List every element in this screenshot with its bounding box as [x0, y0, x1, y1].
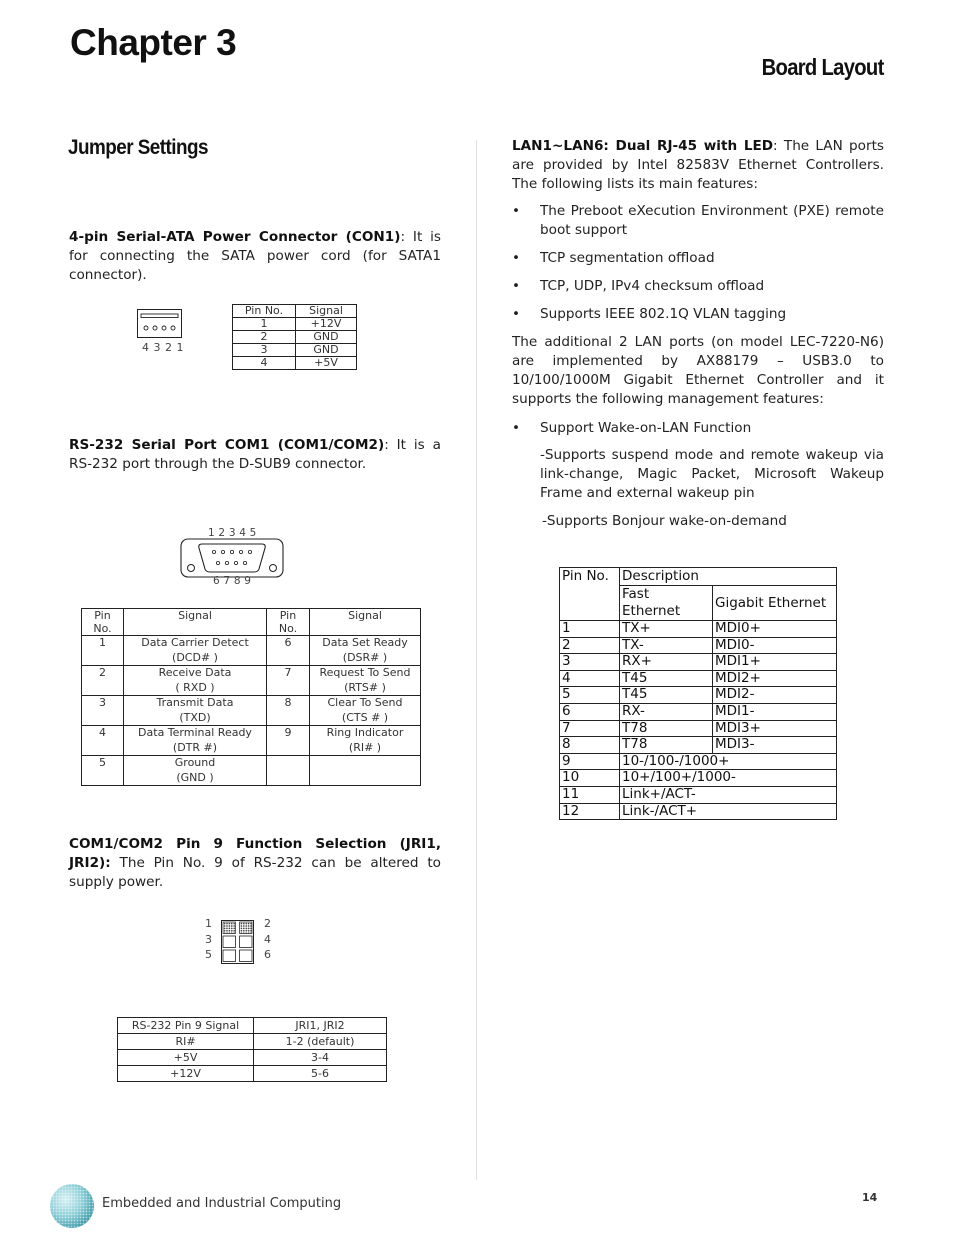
pin-cell: 3	[82, 696, 124, 726]
com-paragraph	[69, 436, 441, 474]
jri-paragraph	[69, 835, 441, 892]
lan-text: : The LAN ports are provided by Intel 82583V Ethernet Controllers. The following lists its main features:	[512, 138, 884, 192]
pin-cell: 3	[233, 344, 296, 357]
lan-pin-table	[559, 567, 837, 820]
table-row	[233, 331, 357, 344]
table-header-row	[560, 568, 837, 586]
table-row	[560, 687, 837, 704]
con1-paragraph	[69, 228, 441, 285]
dsub9-bottom-pin-label: 6 7 8 9	[213, 575, 252, 587]
signal-name: Data Terminal Ready	[138, 726, 252, 739]
com-text: : It is a RS-232 port through the D-SUB9 connector.	[69, 437, 441, 472]
lan-feature-list	[512, 202, 884, 324]
page-title: Board Layout	[761, 54, 884, 80]
dsub9-top-pin-label: 1 2 3 4 5	[208, 527, 257, 539]
signal-cell	[124, 636, 267, 666]
table-row	[560, 737, 837, 754]
signal-cell	[310, 726, 421, 756]
table-row	[82, 636, 421, 666]
pin-cell: 1	[233, 318, 296, 331]
signal-name: Receive Data	[158, 666, 232, 679]
signal-cell: RI#	[118, 1034, 254, 1050]
signal-cell	[310, 666, 421, 696]
feature-text: TCP, UDP, IPv4 checksum offload	[540, 278, 765, 294]
pin-cell: 12	[560, 803, 620, 820]
pin-label: 2	[264, 917, 271, 930]
feature-text: The Preboot eXecution Environment (PXE) remote boot support	[540, 203, 884, 238]
signal-abbr: (GND )	[176, 770, 214, 784]
chapter-title: Chapter 3	[70, 22, 237, 63]
table-header-cell: Pin No.	[233, 305, 296, 318]
pin-cell: 9	[267, 726, 310, 756]
lan-sub-feature-2: -Supports Bonjour wake-on-demand	[542, 513, 787, 529]
fast-ethernet-cell: TX-	[620, 637, 713, 654]
table-row	[118, 1050, 387, 1066]
page-number: 14	[862, 1191, 878, 1204]
pin-cell: 7	[560, 720, 620, 737]
table-row	[118, 1066, 387, 1082]
jumper-block-icon	[221, 920, 255, 965]
table-header-cell: Signal	[296, 305, 357, 318]
sata-connector-icon	[137, 309, 183, 339]
signal-cell: +12V	[118, 1066, 254, 1082]
pin-cell: 6	[560, 703, 620, 720]
con1-pin-label: 4 3 2 1	[142, 341, 184, 354]
pin-cell: 8	[267, 696, 310, 726]
table-row	[560, 720, 837, 737]
table-row	[560, 654, 837, 671]
fast-ethernet-cell: T45	[620, 670, 713, 687]
pin-cell: 7	[267, 666, 310, 696]
gigabit-ethernet-cell: MDI0-	[713, 637, 837, 654]
signal-cell	[310, 756, 421, 786]
signal-cell	[310, 636, 421, 666]
signal-cell	[124, 696, 267, 726]
table-row	[82, 726, 421, 756]
pin-cell: 3	[560, 654, 620, 671]
table-row	[560, 786, 837, 803]
table-row	[82, 666, 421, 696]
jri-heading: COM1/COM2 Pin 9 Function Selection (JRI1, JRI2):	[69, 836, 441, 871]
signal-cell	[124, 756, 267, 786]
fast-ethernet-cell: TX+	[620, 621, 713, 638]
table-header-cell: Fast Ethernet	[620, 586, 713, 621]
lan-sub-feature-1: -Supports suspend mode and remote wakeup via link-change, Magic Packet, Microsoft Wakeup Frame and external wakeup pin	[540, 447, 884, 501]
pin-cell: 1	[82, 636, 124, 666]
pin-cell: 5	[560, 687, 620, 704]
signal-name: Data Carrier Detect	[141, 636, 249, 649]
dsub9-connector-icon	[180, 538, 285, 580]
pin-cell: 2	[560, 637, 620, 654]
pin-cell: 9	[560, 753, 620, 770]
list-item: • TCP segmentation offload	[512, 250, 715, 266]
feature-text: Support Wake-on-LAN Function	[540, 420, 752, 436]
con1-pin-table	[232, 304, 357, 370]
pin-cell: 8	[560, 737, 620, 754]
pin-cell: 4	[82, 726, 124, 756]
table-row	[560, 770, 837, 787]
table-row	[82, 696, 421, 726]
pin-label: 5	[205, 948, 212, 961]
feature-text: Supports IEEE 802.1Q VLAN tagging	[540, 306, 787, 322]
signal-abbr: (CTS # )	[341, 710, 389, 724]
signal-cell	[124, 666, 267, 696]
signal-abbr: (TXD)	[179, 710, 211, 724]
feature-text: TCP segmentation offload	[540, 250, 715, 266]
lan-feature-list-2	[512, 419, 884, 438]
signal-cell	[310, 696, 421, 726]
signal-cell: +5V	[118, 1050, 254, 1066]
fast-ethernet-cell: T78	[620, 737, 713, 754]
pin-label: 6	[264, 948, 271, 961]
jri-right-pin-labels	[264, 916, 271, 963]
jri-left-pin-labels	[205, 916, 212, 963]
table-row	[560, 670, 837, 687]
section-title: Jumper Settings	[68, 136, 208, 159]
signal-abbr: ( RXD )	[175, 680, 215, 694]
signal-cell: +5V	[296, 357, 357, 370]
signal-abbr: (RI# )	[348, 740, 382, 754]
fast-ethernet-cell: RX+	[620, 654, 713, 671]
signal-name: Ground	[174, 756, 216, 769]
table-row	[118, 1034, 387, 1050]
signal-cell: GND	[296, 331, 357, 344]
pin-cell: 11	[560, 786, 620, 803]
signal-abbr: (RTS# )	[344, 680, 386, 694]
pin-cell: 1	[560, 621, 620, 638]
con1-text: : It is for connecting the SATA power cord (for SATA1 connector).	[69, 229, 442, 283]
list-item: • TCP, UDP, IPv4 checksum offload	[512, 278, 765, 294]
table-row	[560, 621, 837, 638]
description-cell: Link+/ACT-	[620, 786, 837, 803]
table-row	[233, 344, 357, 357]
table-header-cell: Pin No.	[267, 609, 310, 636]
list-item: • Supports IEEE 802.1Q VLAN tagging	[512, 306, 787, 322]
com-pin-table	[81, 608, 421, 786]
table-row	[560, 803, 837, 820]
gigabit-ethernet-cell: MDI0+	[713, 621, 837, 638]
signal-name: Ring Indicator	[326, 726, 404, 739]
company-logo	[49, 1183, 95, 1233]
jri-jumper-diagram	[221, 920, 255, 969]
description-cell: 10-/100-/1000+	[620, 753, 837, 770]
signal-cell: GND	[296, 344, 357, 357]
footer-company: Embedded and Industrial Computing	[102, 1196, 342, 1211]
list-item: • Support Wake-on-LAN Function	[512, 420, 752, 436]
signal-abbr: (DCD# )	[172, 650, 218, 664]
gigabit-ethernet-cell: MDI2+	[713, 670, 837, 687]
fast-ethernet-cell: RX-	[620, 703, 713, 720]
signal-name: Clear To Send	[327, 696, 403, 709]
fast-ethernet-cell: T45	[620, 687, 713, 704]
table-row	[233, 318, 357, 331]
pin-cell: 2	[82, 666, 124, 696]
description-cell: Link-/ACT+	[620, 803, 837, 820]
gigabit-ethernet-cell: MDI3+	[713, 720, 837, 737]
table-row	[560, 753, 837, 770]
table-header-cell: Signal	[124, 609, 267, 636]
list-item: • The Preboot eXecution Environment (PXE) remote boot support	[512, 203, 884, 238]
globe-logo-icon	[49, 1183, 95, 1229]
gigabit-ethernet-cell: MDI1+	[713, 654, 837, 671]
pin-cell	[267, 756, 310, 786]
gigabit-ethernet-cell: MDI1-	[713, 703, 837, 720]
fast-ethernet-cell: T78	[620, 720, 713, 737]
signal-cell: +12V	[296, 318, 357, 331]
table-row	[82, 756, 421, 786]
table-header-cell: Pin No.	[82, 609, 124, 636]
table-header-cell: RS-232 Pin 9 Signal	[118, 1018, 254, 1034]
signal-abbr: (DSR# )	[342, 650, 388, 664]
description-cell: 10+/100+/1000-	[620, 770, 837, 787]
signal-name: Data Set Ready	[322, 636, 408, 649]
signal-name: Transmit Data	[156, 696, 234, 709]
lan-paragraph	[512, 137, 884, 194]
pin-cell: 10	[560, 770, 620, 787]
jri-text: The Pin No. 9 of RS-232 can be altered to supply power.	[69, 855, 441, 890]
signal-name: Request To Send	[319, 666, 411, 679]
table-header-cell: Signal	[310, 609, 421, 636]
signal-cell	[124, 726, 267, 756]
setting-cell: 1-2 (default)	[254, 1034, 387, 1050]
pin-cell: 6	[267, 636, 310, 666]
pin-label: 1	[205, 917, 212, 930]
jri-setting-table	[117, 1017, 387, 1082]
setting-cell: 3-4	[254, 1050, 387, 1066]
pin-cell: 2	[233, 331, 296, 344]
sata-power-connector-diagram	[137, 309, 183, 343]
table-header-cell: Gigabit Ethernet	[713, 586, 837, 621]
gigabit-ethernet-cell: MDI2-	[713, 687, 837, 704]
column-divider	[476, 140, 477, 1180]
table-header-row	[233, 305, 357, 318]
setting-cell: 5-6	[254, 1066, 387, 1082]
signal-abbr: (DTR #)	[172, 740, 218, 754]
table-header-cell: JRI1, JRI2	[254, 1018, 387, 1034]
lan-paragraph-2: The additional 2 LAN ports (on model LEC-7220-N6) are implemented by AX88179 – USB3.0 to 10/100/1000M Gigabit Ethernet Controller and it supports the following management features:	[512, 334, 884, 407]
table-header-row	[82, 609, 421, 636]
lan-heading: LAN1~LAN6: Dual RJ-45 with LED	[512, 138, 774, 154]
com-heading: RS-232 Serial Port COM1 (COM1/COM2)	[69, 437, 385, 453]
table-header-cell: Description	[620, 568, 837, 586]
pin-label: 3	[205, 932, 212, 946]
pin-cell: 5	[82, 756, 124, 786]
table-row	[233, 357, 357, 370]
table-header-cell: Pin No.	[560, 568, 620, 621]
pin-cell: 4	[233, 357, 296, 370]
con1-heading: 4-pin Serial-ATA Power Connector (CON1)	[69, 229, 401, 245]
pin-label: 4	[264, 932, 271, 946]
table-row	[560, 703, 837, 720]
table-header-row	[118, 1018, 387, 1034]
pin-cell: 4	[560, 670, 620, 687]
table-row	[560, 637, 837, 654]
gigabit-ethernet-cell: MDI3-	[713, 737, 837, 754]
